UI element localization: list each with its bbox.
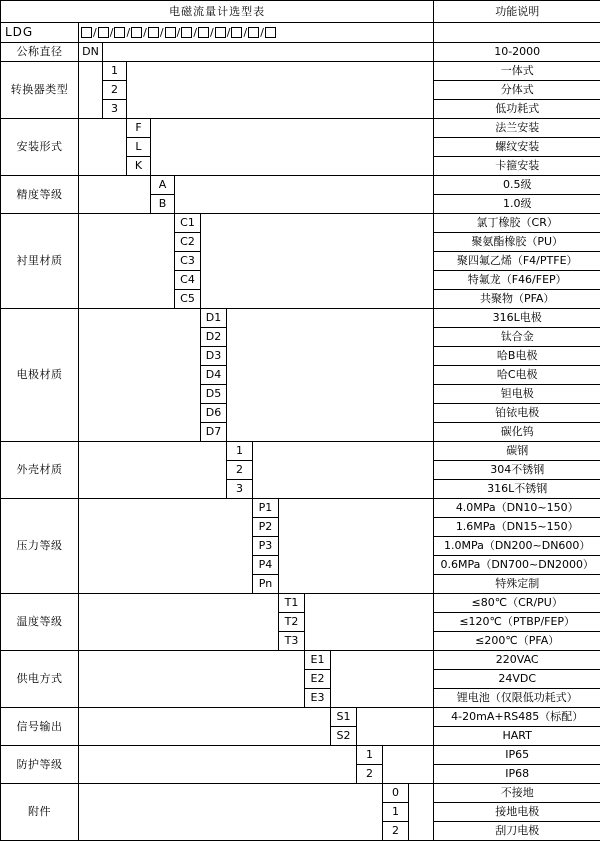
- code-separator: /: [192, 27, 198, 39]
- row-spacer-right: [103, 43, 434, 62]
- description-cell: 螺纹安装: [434, 138, 600, 157]
- model-label-cell: [1, 23, 79, 43]
- model-code-row: [1, 23, 600, 43]
- row-spacer-right: [357, 708, 434, 746]
- description-cell: 1.0MPa（DN200~DN600）: [434, 537, 600, 556]
- description-cell: ≤120℃（PTBP/FEP）: [434, 613, 600, 632]
- code-cell[interactable]: 3: [227, 480, 253, 499]
- row-spacer-right: [127, 62, 434, 119]
- row-spacer-right: [279, 499, 434, 594]
- category-label: 衬里材质: [1, 214, 79, 309]
- table-row: [1, 119, 600, 138]
- table-row: [1, 499, 600, 518]
- row-spacer-right: [409, 784, 434, 841]
- code-cell[interactable]: C2: [175, 233, 201, 252]
- description-cell: 24VDC: [434, 670, 600, 689]
- code-cell[interactable]: 1: [103, 62, 127, 81]
- code-cell[interactable]: T3: [279, 632, 305, 651]
- code-box[interactable]: [114, 27, 125, 38]
- description-cell: 接地电极: [434, 803, 600, 822]
- description-cell: 钽电极: [434, 385, 600, 404]
- code-cell[interactable]: 3: [103, 100, 127, 119]
- row-spacer-left: [79, 708, 331, 746]
- description-cell: 1.6MPa（DN15~150）: [434, 518, 600, 537]
- row-spacer-right: [151, 119, 434, 176]
- row-spacer-left: [79, 119, 127, 176]
- row-spacer-left: [79, 176, 151, 214]
- code-box[interactable]: [215, 27, 226, 38]
- code-cell[interactable]: D3: [201, 347, 227, 366]
- code-separator: /: [142, 27, 148, 39]
- code-box[interactable]: [81, 27, 92, 38]
- sheet-title: 电磁流量计选型表: [1, 1, 434, 23]
- table-row: [1, 309, 600, 328]
- code-box[interactable]: [231, 27, 242, 38]
- code-cell[interactable]: 0: [383, 784, 409, 803]
- table-row: [1, 176, 600, 195]
- code-box[interactable]: [181, 27, 192, 38]
- code-cell[interactable]: P3: [253, 537, 279, 556]
- table-row: [1, 784, 600, 803]
- description-cell: 4-20mA+RS485（标配）: [434, 708, 600, 727]
- code-cell[interactable]: D6: [201, 404, 227, 423]
- category-label: 温度等级: [1, 594, 79, 651]
- description-cell: 法兰安装: [434, 119, 600, 138]
- description-cell: 1.0级: [434, 195, 600, 214]
- description-cell: 特氟龙（F46/FEP）: [434, 271, 600, 290]
- row-spacer-right: [383, 746, 434, 784]
- category-label: 转换器类型: [1, 62, 79, 119]
- category-label: 防护等级: [1, 746, 79, 784]
- description-cell: HART: [434, 727, 600, 746]
- table-row: [1, 708, 600, 727]
- row-spacer-right: [227, 309, 434, 442]
- description-cell: 304不锈钢: [434, 461, 600, 480]
- row-spacer-left: [79, 746, 357, 784]
- code-box[interactable]: [98, 27, 109, 38]
- description-cell: IP65: [434, 746, 600, 765]
- description-cell: 聚四氟乙烯（F4/PTFE）: [434, 252, 600, 271]
- description-cell: 铂铱电极: [434, 404, 600, 423]
- code-cell[interactable]: 2: [383, 822, 409, 841]
- row-spacer-right: [175, 176, 434, 214]
- code-cell[interactable]: B: [151, 195, 175, 214]
- table-row: [1, 442, 600, 461]
- code-cell[interactable]: 1: [357, 746, 383, 765]
- code-separator: /: [125, 27, 131, 39]
- row-spacer-right: [305, 594, 434, 651]
- code-cell[interactable]: E2: [305, 670, 331, 689]
- row-spacer-left: [79, 651, 305, 708]
- description-cell: 聚氨酯橡胶（PU）: [434, 233, 600, 252]
- category-label: 附件: [1, 784, 79, 841]
- code-cell[interactable]: C5: [175, 290, 201, 309]
- description-cell: 共聚物（PFA）: [434, 290, 600, 309]
- code-separator: /: [176, 27, 182, 39]
- description-cell: 0.6MPa（DN700~DN2000）: [434, 556, 600, 575]
- row-spacer-right: [201, 214, 434, 309]
- code-cell[interactable]: P1: [253, 499, 279, 518]
- code-box[interactable]: [148, 27, 159, 38]
- description-cell: 钛合金: [434, 328, 600, 347]
- code-cell[interactable]: P2: [253, 518, 279, 537]
- description-cell: 316L电极: [434, 309, 600, 328]
- code-cell[interactable]: S1: [331, 708, 357, 727]
- model-label: LDG: [5, 26, 33, 39]
- description-cell: 哈C电极: [434, 366, 600, 385]
- code-separator: /: [159, 27, 165, 39]
- code-separator: /: [109, 27, 115, 39]
- code-cell[interactable]: D1: [201, 309, 227, 328]
- header-row: [1, 1, 600, 23]
- description-cell: 哈B电极: [434, 347, 600, 366]
- code-separator: /: [226, 27, 232, 39]
- description-cell: 4.0MPa（DN10~150）: [434, 499, 600, 518]
- table-row: [1, 594, 600, 613]
- code-box[interactable]: [248, 27, 259, 38]
- row-spacer-right: [331, 651, 434, 708]
- description-cell: 一体式: [434, 62, 600, 81]
- code-cell[interactable]: 1: [383, 803, 409, 822]
- description-cell: 0.5级: [434, 176, 600, 195]
- description-cell: 卡箍安装: [434, 157, 600, 176]
- description-cell: IP68: [434, 765, 600, 784]
- function-description-header: 功能说明: [434, 1, 600, 23]
- code-box[interactable]: [198, 27, 209, 38]
- description-cell: 氯丁橡胶（CR）: [434, 214, 600, 233]
- description-cell: 锂电池（仅限低功耗式）: [434, 689, 600, 708]
- code-cell[interactable]: K: [127, 157, 151, 176]
- row-spacer-left: [79, 442, 227, 499]
- code-cell[interactable]: L: [127, 138, 151, 157]
- code-cell[interactable]: D4: [201, 366, 227, 385]
- code-cell[interactable]: T2: [279, 613, 305, 632]
- code-cell[interactable]: DN: [79, 43, 103, 62]
- code-cell[interactable]: D7: [201, 423, 227, 442]
- code-boxes-cell: [79, 23, 434, 43]
- table-row: [1, 43, 600, 62]
- row-spacer-left: [79, 214, 175, 309]
- row-spacer-left: [79, 309, 201, 442]
- code-box[interactable]: [165, 27, 176, 38]
- category-label: 压力等级: [1, 499, 79, 594]
- description-cell: 316L不锈钢: [434, 480, 600, 499]
- description-cell: 刮刀电极: [434, 822, 600, 841]
- code-cell[interactable]: D5: [201, 385, 227, 404]
- description-cell: 碳钢: [434, 442, 600, 461]
- description-cell: 碳化钨: [434, 423, 600, 442]
- code-cell[interactable]: C3: [175, 252, 201, 271]
- code-cell[interactable]: S2: [331, 727, 357, 746]
- description-cell: 10-2000: [434, 43, 600, 62]
- code-cell[interactable]: T1: [279, 594, 305, 613]
- table-row: [1, 746, 600, 765]
- code-cell[interactable]: 1: [227, 442, 253, 461]
- category-label: 精度等级: [1, 176, 79, 214]
- description-cell: 分体式: [434, 81, 600, 100]
- code-cell[interactable]: C1: [175, 214, 201, 233]
- code-cell[interactable]: D2: [201, 328, 227, 347]
- code-separator: /: [242, 27, 248, 39]
- row-spacer-left: [79, 784, 383, 841]
- description-cell: 不接地: [434, 784, 600, 803]
- code-cell[interactable]: 2: [103, 81, 127, 100]
- code-cell[interactable]: 2: [227, 461, 253, 480]
- table-row: [1, 62, 600, 81]
- code-separator: /: [92, 27, 98, 39]
- category-label: 公称直径: [1, 43, 79, 62]
- category-label: 外壳材质: [1, 442, 79, 499]
- code-box[interactable]: [265, 27, 276, 38]
- category-label: 信号输出: [1, 708, 79, 746]
- row-spacer-left: [79, 62, 103, 119]
- code-cell[interactable]: Pn: [253, 575, 279, 594]
- category-label: 电极材质: [1, 309, 79, 442]
- code-cell[interactable]: 2: [357, 765, 383, 784]
- description-cell: 220VAC: [434, 651, 600, 670]
- description-cell: ≤200℃（PFA）: [434, 632, 600, 651]
- code-cell[interactable]: A: [151, 176, 175, 195]
- category-label: 供电方式: [1, 651, 79, 708]
- row-spacer-left: [79, 499, 253, 594]
- row-spacer-left: [79, 594, 279, 651]
- description-cell: 特殊定制: [434, 575, 600, 594]
- description-cell: 低功耗式: [434, 100, 600, 119]
- table-row: [1, 214, 600, 233]
- code-separator: /: [259, 27, 265, 39]
- category-label: 安装形式: [1, 119, 79, 176]
- code-cell[interactable]: E1: [305, 651, 331, 670]
- code-cell[interactable]: C4: [175, 271, 201, 290]
- description-cell: ≤80℃（CR/PU）: [434, 594, 600, 613]
- code-cell[interactable]: E3: [305, 689, 331, 708]
- code-cell[interactable]: P4: [253, 556, 279, 575]
- table-row: [1, 651, 600, 670]
- function-description-spacer: [434, 23, 600, 43]
- table-body: [1, 1, 600, 841]
- code-box[interactable]: [131, 27, 142, 38]
- row-spacer-right: [253, 442, 434, 499]
- code-separator: /: [209, 27, 215, 39]
- code-cell[interactable]: F: [127, 119, 151, 138]
